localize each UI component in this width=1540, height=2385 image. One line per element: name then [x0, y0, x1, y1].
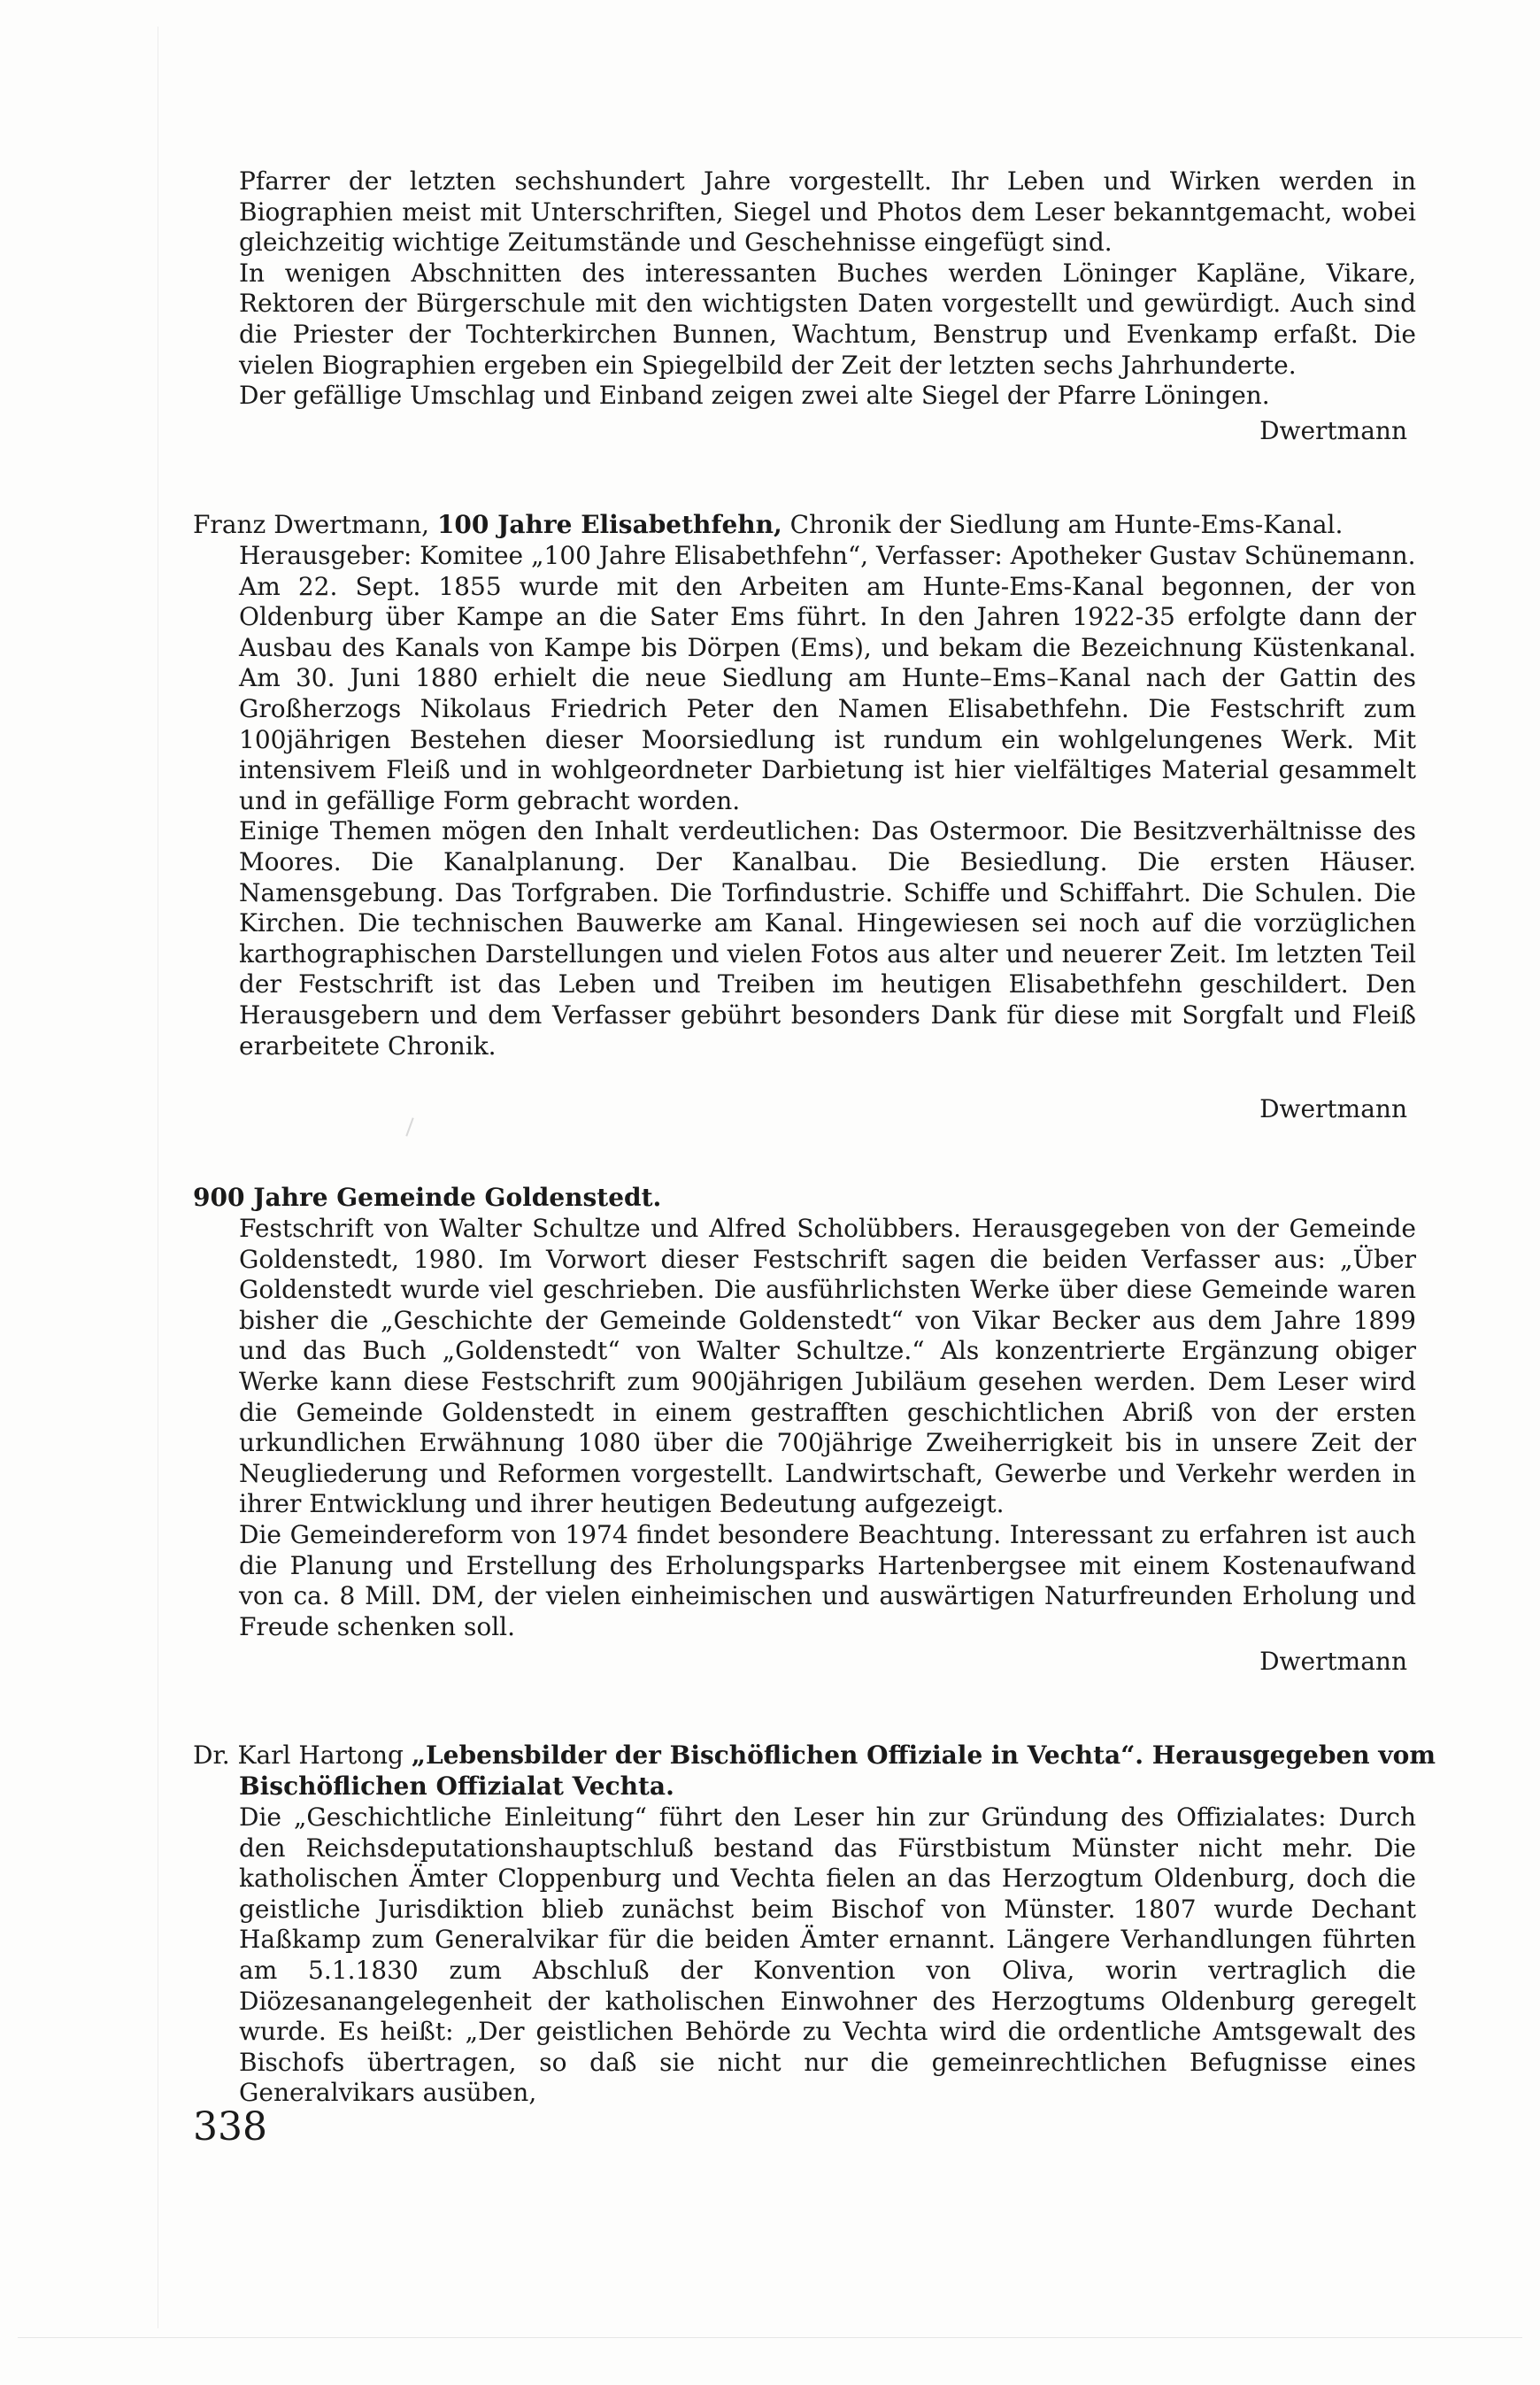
- review-author: Dr. Karl Hartong: [193, 1741, 404, 1770]
- review-heading-goldenstedt: [193, 1183, 1462, 1214]
- page-number: 338: [193, 2104, 267, 2150]
- paragraph: Die Gemeindereform von 1974 findet besondere Beachtung. Interessant zu erfahren ist auch die Planung und Erstellung des Erholungsparks Hartenbergsee mit einem Kostenaufwand von ca. 8 Mill. DM, der vielen einheimischen und auswärtigen Naturfreunden Erholung und Freude schenken soll.: [239, 1519, 1416, 1641]
- scan-bottom-line: [18, 2337, 1522, 2338]
- review-title: 100 Jahre Elisabethfehn,: [436, 510, 782, 539]
- review-body-elisabethfehn: [239, 541, 1416, 1061]
- paragraph: Der gefällige Umschlag und Einband zeigen zwei alte Siegel der Pfarre Löningen.: [239, 381, 1270, 411]
- paragraph: Am 22. Sept. 1855 wurde mit den Arbeiten am Hunte-Ems-Kanal begonnen, der von Oldenburg über Kampe an die Sater Ems führt. In den Jahren 1922-35 erfolgte dann der Ausbau des Kanals von Kampe bis Dörpen (Ems), und bekam die Bezeichnung Küstenkanal. Am 30. Juni 1880 erhielt die neue Siedlung am Hunte–Ems–Kanal nach der Gattin des Großherzogs Nikolaus Friedrich Peter den Namen Elisabethfehn. Die Festschrift zum 100jährigen Bestehen dieser Moorsiedlung ist rundum ein wohlgelungenes Werk. Mit intensivem Fleiß und in wohlgeordneter Darbietung ist hier vielfältiges Material gesammelt und in gefällige Form gebracht worden.: [239, 571, 1416, 815]
- paragraph: In wenigen Abschnitten des interessanten Buches werden Löninger Kapläne, Vikare, Rektoren der Bürgerschule mit den wichtigsten Daten vorgestellt und gewürdigt. Auch sind die Priester der Tochterkirchen Bunnen, Wachtum, Benstrup und Evenkamp erfaßt. Die vielen Biographien ergeben ein Spiegelbild der Zeit der letzten sechs Jahrhunderte.: [239, 258, 1416, 380]
- review-subtitle: Chronik der Siedlung am Hunte-Ems-Kanal.: [789, 510, 1344, 539]
- review-body-offiziale: [239, 1802, 1416, 2109]
- scan-mark: [405, 1117, 413, 1136]
- review-heading-offiziale: [193, 1741, 1462, 1802]
- paragraph: Die „Geschichtliche Einleitung“ führt den Leser hin zur Gründung des Offizialates: Durch den Reichsdeputationshauptschluß bestand das Fürstbistum Münster nicht mehr. Die katholischen Ämter Cloppenburg und Vechta fielen an das Herzogtum Oldenburg, doch die geistliche Jurisdiktion blieb zunächst beim Bischof von Münster. 1807 wurde Dechant Haßkamp zum Generalvikar für die beiden Ämter ernannt. Längere Verhandlungen führten am 5.1.1830 zum Abschluß der Konvention von Oliva, worin vertraglich die Diözesanangelegenheit der katholischen Einwohner des Herzogtums Oldenburg geregelt wurde. Es heißt: „Der geistlichen Behörde zu Vechta wird die ordentliche Amtsgewalt des Bischofs übertragen, so daß sie nicht nur die gemeinrechtlichen Befugnisse eines Generalvikars ausüben,: [239, 1802, 1416, 2108]
- paragraph: Pfarrer der letzten sechshundert Jahre vorgestellt. Ihr Leben und Wirken werden in Biographien meist mit Unterschriften, Siegel und Photos dem Leser bekanntgemacht, wobei gleichzeitig wichtige Zeitumstände und Geschehnisse eingefügt sind.: [239, 166, 1416, 258]
- review-heading-elisabethfehn: [193, 510, 1462, 541]
- review-title: „Lebensbilder der Bischöflichen Offiziale in Vechta“. Herausgegeben vom Bischöflichen Offizialat Vechta.: [239, 1741, 1436, 1801]
- reviewer-signature: Dwertmann: [1259, 1094, 1407, 1123]
- reviewer-signature: Dwertmann: [1259, 416, 1407, 445]
- review-title: 900 Jahre Gemeinde Goldenstedt.: [193, 1183, 662, 1212]
- paragraph: Festschrift von Walter Schultze und Alfred Scholübbers. Herausgegeben von der Gemeinde Goldenstedt, 1980. Im Vorwort dieser Festschrift sagen die beiden Verfasser aus: „Über Goldenstedt wurde viel geschrieben. Die ausführlichsten Werke über diese Gemeinde waren bisher die „Geschichte der Gemeinde Goldenstedt“ von Vikar Becker aus dem Jahre 1899 und das Buch „Goldenstedt“ von Walter Schultze.“ Als konzentrierte Ergänzung obiger Werke kann diese Festschrift zum 900jährigen Jubiläum gesehen werden. Dem Leser wird die Gemeinde Goldenstedt in einem gestrafften geschichtlichen Abriß von der ersten urkundlichen Erwähnung 1080 über die 700jährige Zweiherrigkeit bis in unsere Zeit der Neugliederung und Reformen vorgestellt. Landwirtschaft, Gewerbe und Verkehr werden in ihrer Entwicklung und ihrer heutigen Bedeutung aufgezeigt.: [239, 1214, 1416, 1519]
- intro-review-text: [239, 166, 1416, 412]
- review-body-goldenstedt: [239, 1214, 1416, 1642]
- review-author: Franz Dwertmann,: [193, 510, 430, 539]
- paragraph: Einige Themen mögen den Inhalt verdeutlichen: Das Ostermoor. Die Besitzverhältnisse des Moores. Die Kanalplanung. Der Kanalbau. Die Besiedlung. Die ersten Häuser. Namensgebung. Das Torfgraben. Die Torfindustrie. Schiffe und Schiffahrt. Die Schulen. Die Kirchen. Die technischen Bauwerke am Kanal. Hingewiesen sei noch auf die vorzüglichen karthographischen Darstellungen und vielen Fotos aus alter und neuerer Zeit. Im letzten Teil der Festschrift ist das Leben und Treiben im heutigen Elisabethfehn geschildert. Den Herausgebern und dem Verfasser gebührt besonders Dank für diese mit Sorgfalt und Fleiß erarbeitete Chronik.: [239, 816, 1416, 1061]
- paragraph: Herausgeber: Komitee „100 Jahre Elisabethfehn“, Verfasser: Apotheker Gustav Schünemann.: [239, 541, 1416, 570]
- reviewer-signature: Dwertmann: [1259, 1647, 1407, 1676]
